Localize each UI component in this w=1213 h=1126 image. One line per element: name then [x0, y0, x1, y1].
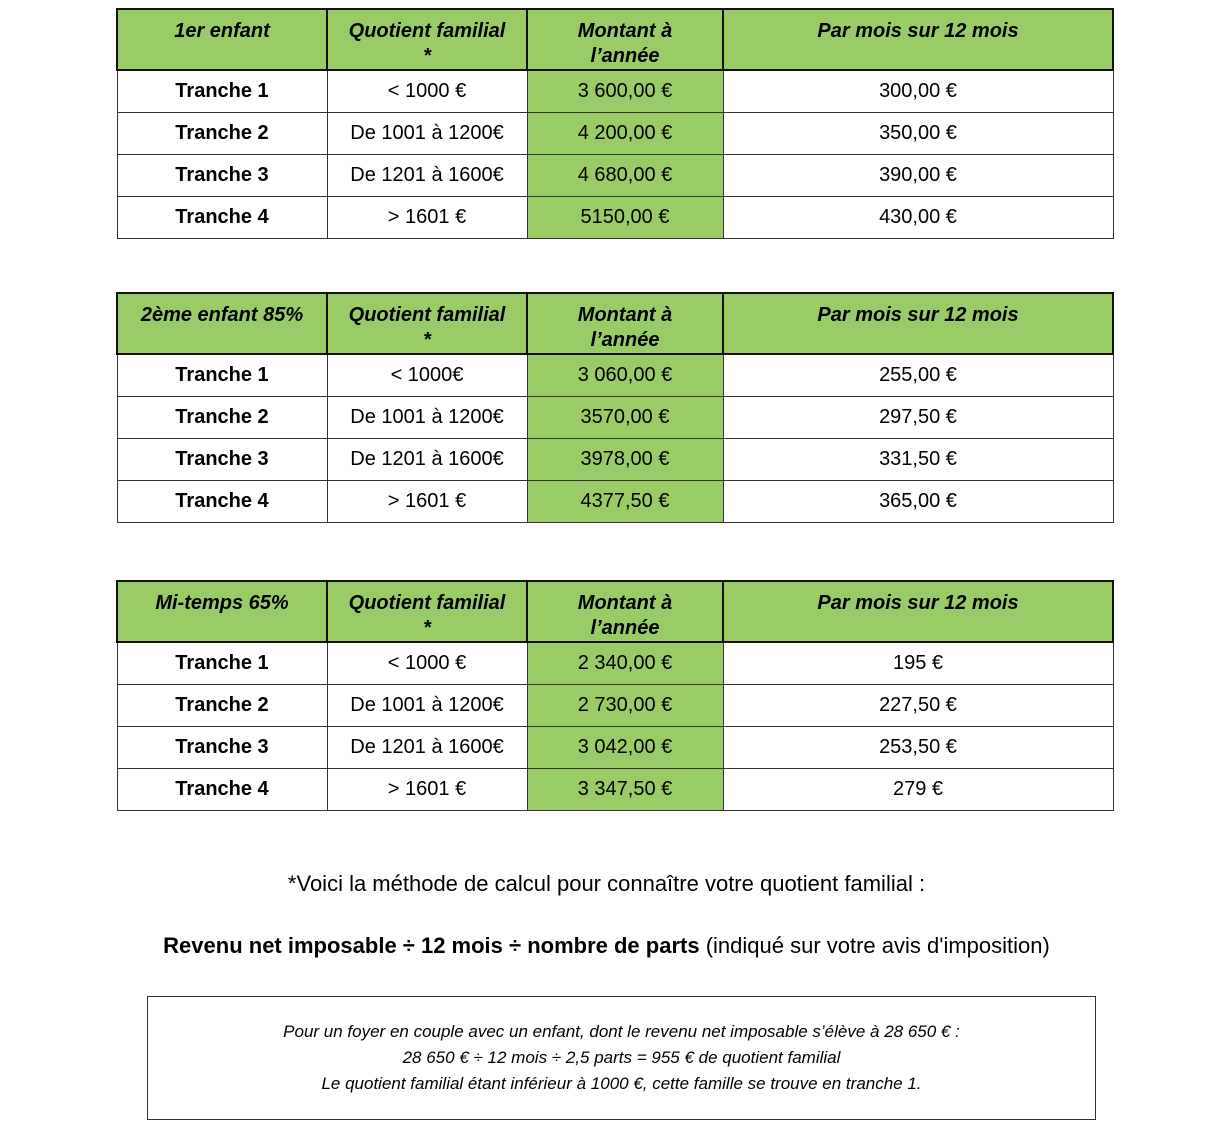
table-row — [117, 769, 1113, 811]
montant-mois: 195 € — [723, 642, 1113, 685]
tranche-label: Tranche 1 — [117, 642, 327, 685]
header-category: 2ème enfant 85% — [117, 293, 327, 354]
montant-annee: 3 600,00 € — [527, 70, 723, 113]
montant-mois: 365,00 € — [723, 481, 1113, 523]
quotient-range: De 1201 à 1600€ — [327, 155, 527, 197]
table-row — [117, 685, 1113, 727]
quotient-range: De 1201 à 1600€ — [327, 727, 527, 769]
montant-mois: 253,50 € — [723, 727, 1113, 769]
header-montant-annee: Montant à l’année — [527, 9, 723, 70]
tranche-label: Tranche 4 — [117, 481, 327, 523]
example-line-2: 28 650 € ÷ 12 mois ÷ 2,5 parts = 955 € de quotient familial — [402, 1048, 841, 1067]
montant-annee: 4377,50 € — [527, 481, 723, 523]
montant-annee: 2 730,00 € — [527, 685, 723, 727]
header-quotient: Quotient familial * — [327, 293, 527, 354]
quotient-range: De 1001 à 1200€ — [327, 397, 527, 439]
quotient-range: De 1001 à 1200€ — [327, 113, 527, 155]
quotient-range: De 1001 à 1200€ — [327, 685, 527, 727]
tranche-label: Tranche 1 — [117, 354, 327, 397]
tarif-table-2eme-enfant — [116, 292, 1114, 523]
quotient-range: > 1601 € — [327, 769, 527, 811]
montant-mois: 300,00 € — [723, 70, 1113, 113]
header-category: 1er enfant — [117, 9, 327, 70]
tranche-label: Tranche 1 — [117, 70, 327, 113]
tranche-label: Tranche 3 — [117, 439, 327, 481]
formula-bold: Revenu net imposable ÷ 12 mois ÷ nombre de parts — [163, 933, 700, 958]
tranche-label: Tranche 2 — [117, 397, 327, 439]
tranche-label: Tranche 4 — [117, 197, 327, 239]
table-row — [117, 354, 1113, 397]
montant-annee: 3570,00 € — [527, 397, 723, 439]
table-row — [117, 113, 1113, 155]
header-par-mois: Par mois sur 12 mois — [723, 9, 1113, 70]
header-category: Mi-temps 65% — [117, 581, 327, 642]
tarif-table-mi-temps — [116, 580, 1114, 811]
tarif-table-1er-enfant — [116, 8, 1114, 239]
header-par-mois: Par mois sur 12 mois — [723, 581, 1113, 642]
method-intro: *Voici la méthode de calcul pour connaître votre quotient familial : — [287, 871, 926, 896]
table-header-row — [117, 581, 1113, 642]
table-row — [117, 727, 1113, 769]
montant-mois: 227,50 € — [723, 685, 1113, 727]
formula-line — [0, 933, 1213, 959]
header-montant-annee: Montant à l’année — [527, 293, 723, 354]
table-row — [117, 70, 1113, 113]
montant-annee: 3978,00 € — [527, 439, 723, 481]
tranche-label: Tranche 3 — [117, 155, 327, 197]
tranche-label: Tranche 2 — [117, 113, 327, 155]
montant-mois: 390,00 € — [723, 155, 1113, 197]
formula-rest: (indiqué sur votre avis d'imposition) — [699, 933, 1050, 958]
example-box — [147, 996, 1096, 1120]
header-par-mois: Par mois sur 12 mois — [723, 293, 1113, 354]
tranche-label: Tranche 3 — [117, 727, 327, 769]
table-row — [117, 197, 1113, 239]
quotient-range: < 1000€ — [327, 354, 527, 397]
table-row — [117, 397, 1113, 439]
montant-annee: 4 680,00 € — [527, 155, 723, 197]
quotient-range: > 1601 € — [327, 481, 527, 523]
table-header-row — [117, 9, 1113, 70]
montant-mois: 255,00 € — [723, 354, 1113, 397]
montant-annee: 3 060,00 € — [527, 354, 723, 397]
header-quotient: Quotient familial * — [327, 9, 527, 70]
header-montant-annee: Montant à l’année — [527, 581, 723, 642]
montant-annee: 3 347,50 € — [527, 769, 723, 811]
montant-mois: 430,00 € — [723, 197, 1113, 239]
montant-mois: 331,50 € — [723, 439, 1113, 481]
tranche-label: Tranche 2 — [117, 685, 327, 727]
montant-annee: 3 042,00 € — [527, 727, 723, 769]
montant-mois: 350,00 € — [723, 113, 1113, 155]
table-header-row — [117, 293, 1113, 354]
example-line-1: Pour un foyer en couple avec un enfant, dont le revenu net imposable s’élève à 28 650 € : — [283, 1022, 960, 1041]
quotient-range: < 1000 € — [327, 642, 527, 685]
header-quotient: Quotient familial * — [327, 581, 527, 642]
table-row — [117, 439, 1113, 481]
quotient-range: < 1000 € — [327, 70, 527, 113]
tranche-label: Tranche 4 — [117, 769, 327, 811]
montant-annee: 2 340,00 € — [527, 642, 723, 685]
table-row — [117, 155, 1113, 197]
quotient-range: > 1601 € — [327, 197, 527, 239]
example-line-3: Le quotient familial étant inférieur à 1000 €, cette famille se trouve en tranche 1. — [321, 1074, 922, 1093]
montant-mois: 297,50 € — [723, 397, 1113, 439]
montant-annee: 5150,00 € — [527, 197, 723, 239]
table-row — [117, 481, 1113, 523]
quotient-range: De 1201 à 1600€ — [327, 439, 527, 481]
table-row — [117, 642, 1113, 685]
montant-mois: 279 € — [723, 769, 1113, 811]
montant-annee: 4 200,00 € — [527, 113, 723, 155]
